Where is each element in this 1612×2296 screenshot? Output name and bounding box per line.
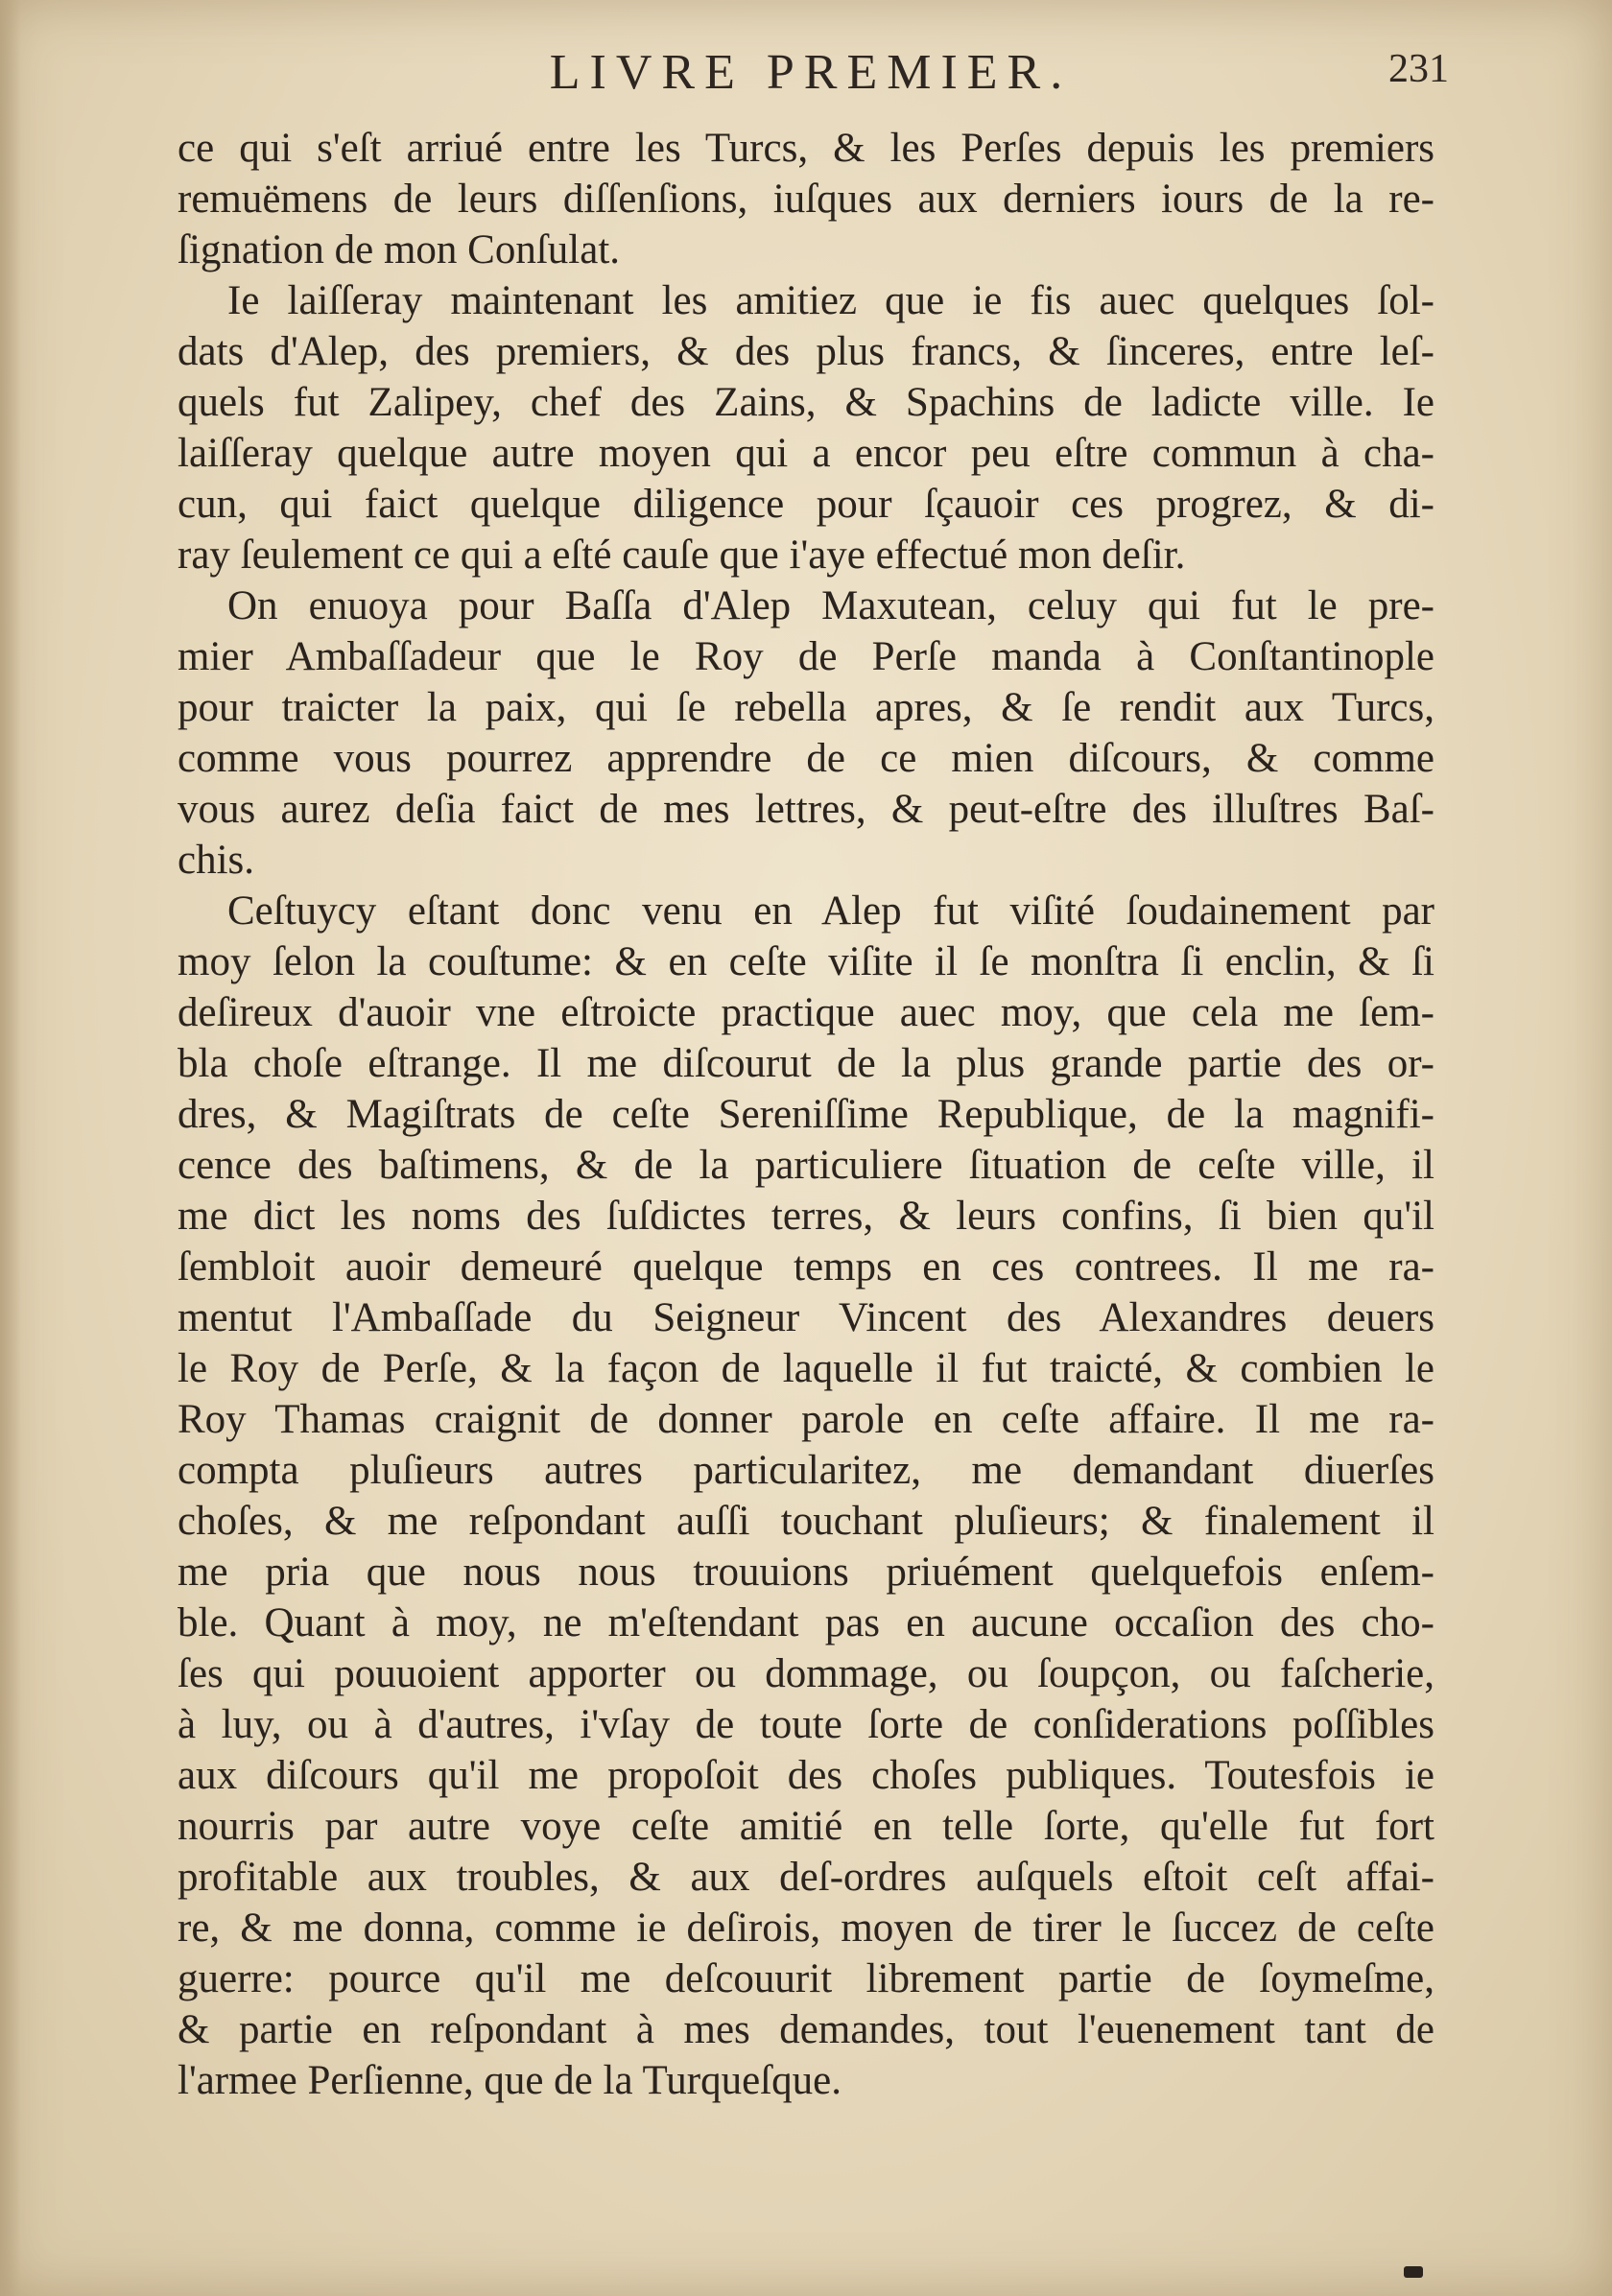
text-line: moy ſelon la couſtume: & en ceſte viſite il ſe monſtra ſi enclin, & ſi — [178, 939, 1434, 984]
text-line: comme vous pourrez apprendre de ce mien diſcours, & comme — [178, 736, 1434, 781]
text-line: mentut l'Ambaſſade du Seigneur Vincent des Alexandres deuers — [178, 1295, 1434, 1340]
body-text — [178, 123, 1434, 2106]
text-line: aux diſcours qu'il me propoſoit des choſes publiques. Toutesfois ie — [178, 1753, 1434, 1798]
text-line: cun, qui faict quelque diligence pour ſçauoir ces progrez, & di- — [178, 482, 1434, 527]
text-line: dres, & Magiſtrats de ceſte Sereniſſime Republique, de la magnifi- — [178, 1092, 1434, 1137]
text-line: chis. — [178, 838, 255, 883]
text-line: me dict les noms des ſuſdictes terres, & leurs confins, ſi bien qu'il — [178, 1194, 1434, 1239]
text-line: Ie laiſſeray maintenant les amitiez que ie fis auec quelques ſol- — [227, 278, 1434, 323]
text-line: à luy, ou à d'autres, i'vſay de toute ſorte de conſiderations poſſibles — [178, 1702, 1434, 1747]
text-line: vous aurez deſia faict de mes lettres, & peut-eſtre des illuſtres Baſ- — [178, 787, 1434, 832]
text-line: bla choſe eſtrange. Il me diſcourut de la plus grande partie des or- — [178, 1041, 1434, 1086]
ink-mark — [1404, 2266, 1423, 2278]
text-line: ce qui s'eſt arriué entre les Turcs, & les Perſes depuis les premiers — [178, 126, 1434, 171]
text-line: mier Ambaſſadeur que le Roy de Perſe manda à Conſtantinople — [178, 634, 1434, 679]
text-line: On enuoya pour Baſſa d'Alep Maxutean, celuy qui fut le pre- — [227, 583, 1434, 628]
text-line: & partie en reſpondant à mes demandes, tout l'euenement tant de — [178, 2007, 1434, 2052]
paragraph — [178, 580, 1434, 886]
text-line: Ceſtuycy eſtant donc venu en Alep fut viſité ſoudainement par — [227, 888, 1434, 934]
text-line: pour traicter la paix, qui ſe rebella apres, & ſe rendit aux Turcs, — [178, 685, 1434, 730]
running-head: LIVRE PREMIER. — [549, 45, 1073, 100]
paragraph — [178, 275, 1434, 580]
paragraph — [178, 886, 1434, 2106]
text-line: me pria que nous nous trouuions priuément quelquefois enſem- — [178, 1550, 1434, 1595]
text-line: le Roy de Perſe, & la façon de laquelle il fut traicté, & combien le — [178, 1346, 1434, 1391]
text-line: quels fut Zalipey, chef des Zains, & Spachins de ladicte ville. Ie — [178, 380, 1434, 425]
text-line: laiſſeray quelque autre moyen qui a encor peu eſtre commun à cha- — [178, 431, 1434, 476]
text-line: cence des baſtimens, & de la particuliere ſituation de ceſte ville, il — [178, 1143, 1434, 1188]
text-line: compta pluſieurs autres particularitez, me demandant diuerſes — [178, 1448, 1434, 1493]
text-line: ſes qui pouuoient apporter ou dommage, ou ſoupçon, ou faſcherie, — [178, 1651, 1434, 1696]
text-line: ſignation de mon Conſulat. — [178, 227, 621, 272]
text-line: ſembloit auoir demeuré quelque temps en ces contrees. Il me ra- — [178, 1244, 1434, 1290]
text-line: guerre: pource qu'il me deſcouurit librement partie de ſoymeſme, — [178, 1956, 1434, 2001]
text-line: Roy Thamas craignit de donner parole en ceſte affaire. Il me ra- — [178, 1397, 1434, 1442]
text-line: dats d'Alep, des premiers, & des plus francs, & ſinceres, entre leſ- — [178, 329, 1434, 374]
text-line: remuëmens de leurs diſſenſions, iuſques aux derniers iours de la re- — [178, 177, 1434, 222]
text-line: ray ſeulement ce qui a eſté cauſe que i'aye effectué mon deſir. — [178, 533, 1186, 578]
page-header — [173, 38, 1449, 106]
text-line: choſes, & me reſpondant auſſi touchant pluſieurs; & finalement il — [178, 1499, 1434, 1544]
binding-edge — [0, 0, 21, 2296]
page-number: 231 — [1388, 47, 1449, 91]
text-line: re, & me donna, comme ie deſirois, moyen de tirer le ſuccez de ceſte — [178, 1905, 1434, 1951]
text-line: profitable aux troubles, & aux deſ-ordres auſquels eſtoit ceſt affai- — [178, 1855, 1434, 1900]
paragraph — [178, 123, 1434, 275]
text-line: nourris par autre voye ceſte amitié en telle ſorte, qu'elle fut fort — [178, 1804, 1434, 1849]
text-line: ble. Quant à moy, ne m'eſtendant pas en aucune occaſion des cho- — [178, 1600, 1434, 1645]
text-line: deſireux d'auoir vne eſtroicte practique auec moy, que cela me ſem- — [178, 990, 1434, 1035]
text-line: l'armee Perſienne, que de la Turqueſque. — [178, 2058, 842, 2103]
